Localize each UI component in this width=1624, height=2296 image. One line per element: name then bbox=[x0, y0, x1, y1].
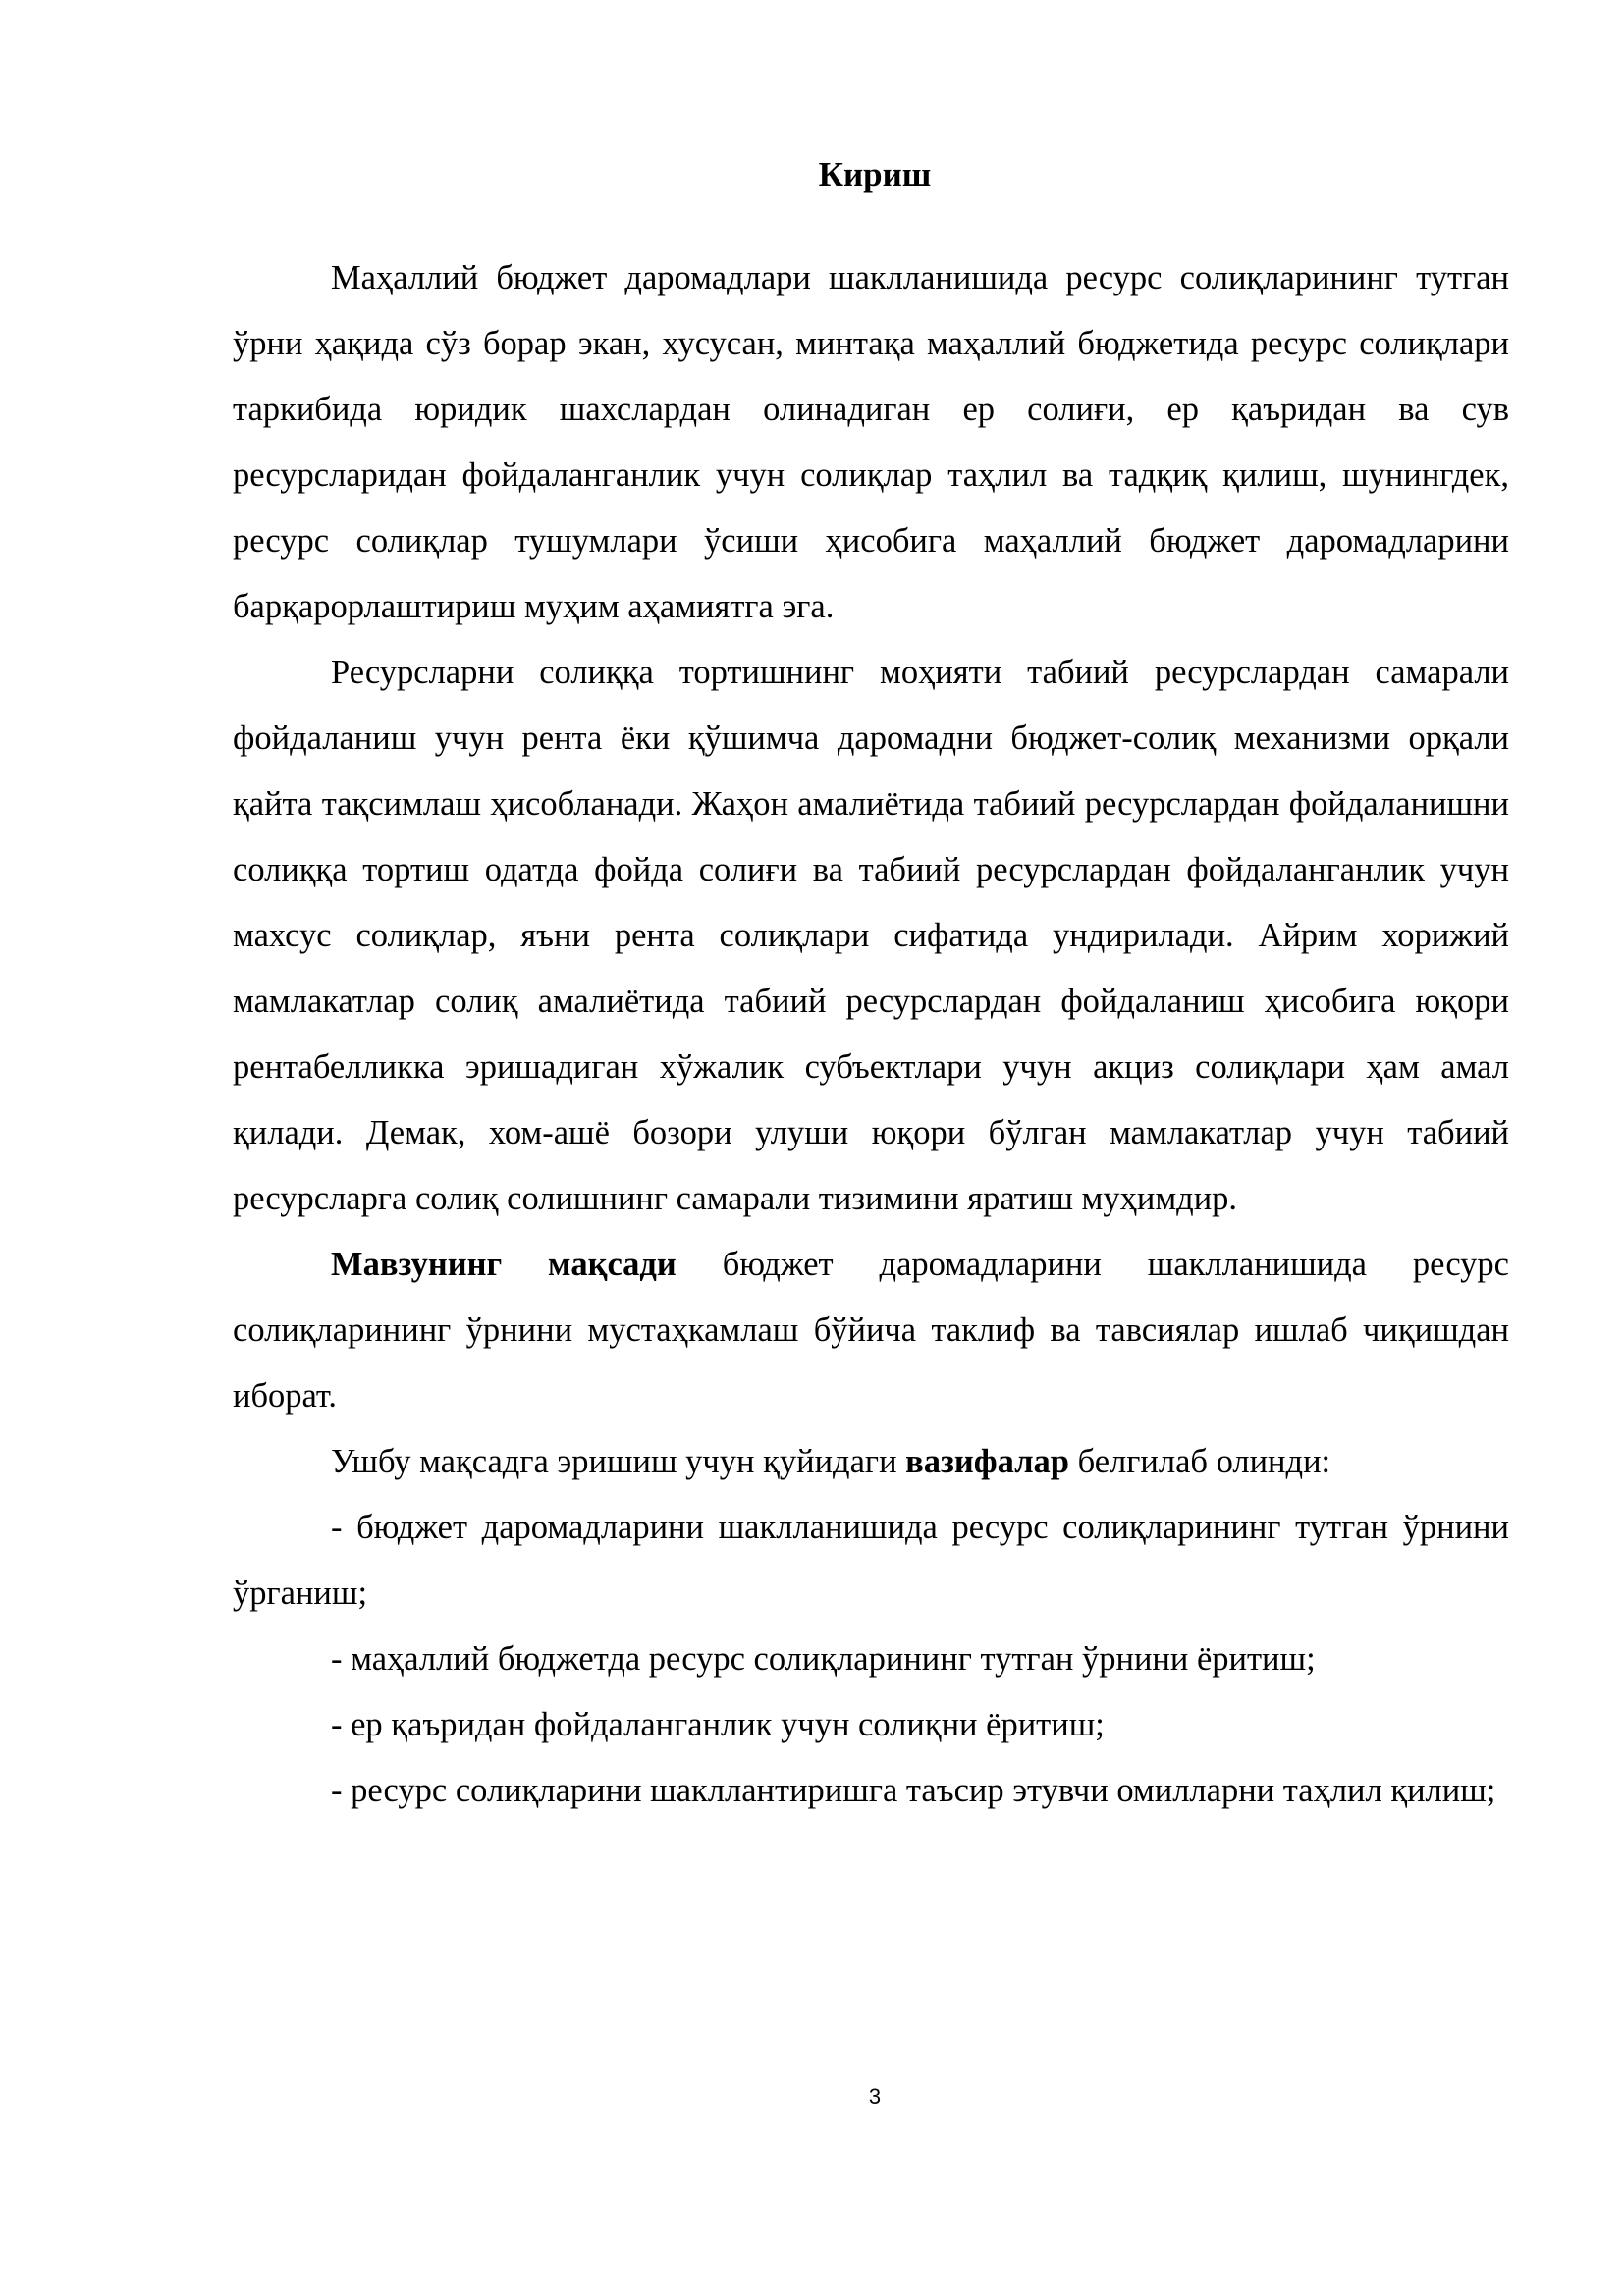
body-text bbox=[233, 245, 1509, 1824]
task-item: - ер қаъридан фойдаланганлик учун солиқни ёритиш; bbox=[331, 1706, 1105, 1743]
goal-text: бюджет даромадларини шаклланишида ресурс солиқларининг ўрнини мустаҳкамлаш бўйича таклиф ва тавсиялар ишлаб чиқишдан иборат. bbox=[233, 1246, 1509, 1415]
tasks-intro-before: Ушбу мақсадга эришиш учун қуйидаги bbox=[331, 1443, 906, 1480]
task-item: - бюджет даромадларини шаклланишида ресурс солиқларининг тутган ўрнини ўрганиш; bbox=[233, 1509, 1509, 1612]
task-item: - маҳаллий бюджетда ресурс солиқларининг тутган ўрнини ёритиш; bbox=[331, 1640, 1316, 1678]
task-item: - ресурс солиқларини шакллантиришга таъсир этувчи омилларни таҳлил қилиш; bbox=[331, 1772, 1496, 1809]
page-title: Кириш bbox=[818, 155, 932, 193]
tasks-label: вазифалар bbox=[905, 1443, 1069, 1480]
tasks-intro-after: белгилаб олинди: bbox=[1069, 1443, 1331, 1480]
goal-label: Мавзунинг мақсади bbox=[331, 1246, 677, 1283]
paragraph-tasks-intro bbox=[233, 1429, 1509, 1495]
paragraph-intro: Маҳаллий бюджет даромадлари шаклланишида ресурс солиқларининг тутган ўрни ҳақида сўз борар экан, хусусан, минтақа маҳаллий бюджетида ресурс солиқлари таркибида юридик шахслардан олинадиган ер солиғи, ер қаъридан ва сув ресурсларидан фойдаланганлик учун солиқлар таҳлил ва тадқиқ қилиш, шунингдек, ресурс солиқлар тушумлари ўсиши ҳисобига маҳаллий бюджет даромадларини барқарорлаштириш муҳим аҳамиятга эга. bbox=[233, 259, 1509, 625]
page-number: 3 bbox=[868, 2084, 882, 2109]
paragraph-resource-taxation: Ресурсларни солиққа тортишнинг моҳияти табиий ресурслардан самарали фойдаланиш учун рента ёки қўшимча даромадни бюджет-солиқ механизми орқали қайта тақсимлаш ҳисобланади. Жаҳон амалиётида табиий ресурслардан фойдаланишни солиққа тортиш одатда фойда солиғи ва табиий ресурслардан фойдаланганлик учун махсус солиқлар, яъни рента солиқлари сифатида ундирилади. Айрим хорижий мамлакатлар солиқ амалиётида табиий ресурслардан фойдаланиш ҳисобига юқори рентабелликка эришадиган хўжалик субъектлари учун акциз солиқлари ҳам амал қилади. Демак, хом-ашё бозори улуши юқори бўлган мамлакатлар учун табиий ресурсларга солиқ солишнинг самарали тизимини яратиш муҳимдир. bbox=[233, 654, 1509, 1217]
paragraph-goal bbox=[233, 1232, 1509, 1429]
